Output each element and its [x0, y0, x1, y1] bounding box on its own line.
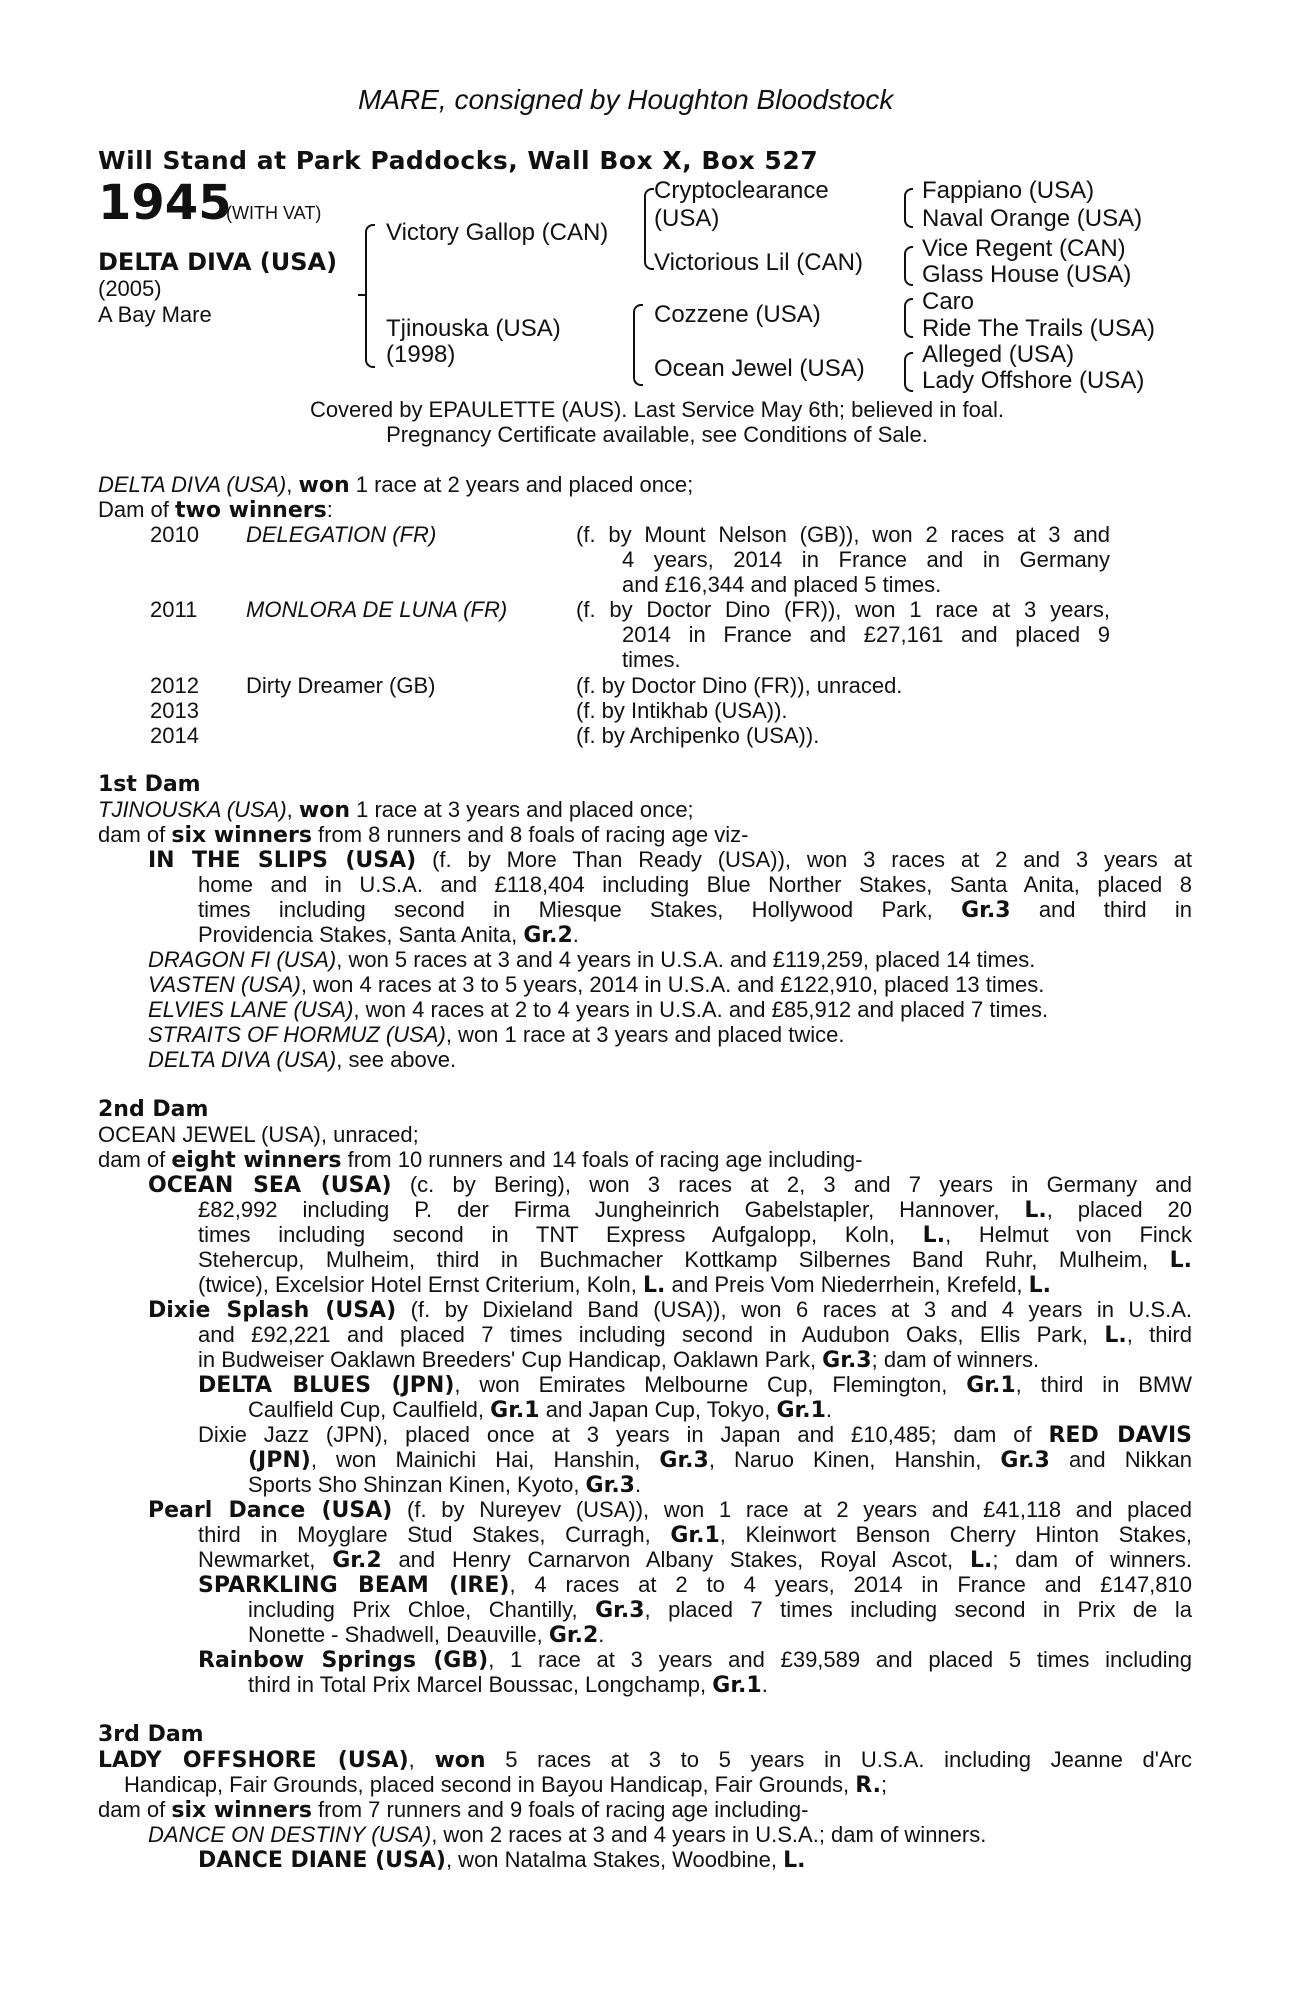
pedigree-dam-year: (1998)	[386, 341, 456, 368]
dixie-splash-entry: and £92,221 and placed 7 times including second in Audubon Oaks, Ellis Park, L., third	[198, 1322, 1192, 1347]
pedigree-sdd: Glass House (USA)	[922, 261, 1132, 288]
sparkling-beam-entry: including Prix Chloe, Chantilly, Gr.3, placed 7 times including second in Prix de la	[248, 1597, 1192, 1622]
dance-on-destiny-entry: DANCE ON DESTINY (USA), won 2 races at 3 and 4 years in U.S.A.; dam of winners.	[148, 1822, 987, 1847]
sibling-entry: ELVIES LANE (USA), won 4 races at 2 to 4 years in U.S.A. and £85,912 and placed 7 times.	[148, 997, 1049, 1022]
lot-caption: MARE, consigned by Houghton Bloodstock	[358, 84, 894, 115]
produce-year: 2012	[150, 673, 199, 698]
produce-year: 2011	[150, 597, 198, 622]
pedigree-brace-sd	[904, 246, 913, 286]
third-dam-line: dam of six winners from 7 runners and 9 foals of racing age including-	[98, 1797, 809, 1823]
pedigree-ddd: Lady Offshore (USA)	[922, 367, 1145, 394]
second-dam-line: dam of eight winners from 10 runners and 14 foals of racing age including-	[98, 1147, 863, 1173]
horse-year: (2005)	[98, 276, 162, 301]
dixie-jazz-entry: Dixie Jazz (JPN), placed once at 3 years in Japan and £10,485; dam of RED DAVIS	[198, 1422, 1192, 1447]
sibling-entry: DRAGON FI (USA), won 5 races at 3 and 4 years in U.S.A. and £119,259, placed 14 times.	[148, 947, 1036, 972]
in-the-slips-entry: home and in U.S.A. and £118,404 including Blue Norther Stakes, Santa Anita, placed 8	[198, 872, 1192, 897]
pedigree-dam: Tjinouska (USA)	[386, 315, 561, 342]
produce-detail: 2014 in France and £27,161 and placed 9	[622, 622, 1110, 647]
first-dam-line: TJINOUSKA (USA), won 1 race at 3 years and placed once;	[98, 797, 694, 823]
pedigree-sds: Vice Regent (CAN)	[922, 235, 1126, 262]
covered-note: Covered by EPAULETTE (AUS). Last Service May 6th; believed in foal.	[309, 397, 1005, 422]
in-the-slips-entry: IN THE SLIPS (USA) (f. by More Than Ready (USA)), won 3 races at 2 and 3 years at	[148, 847, 1192, 872]
pedigree-dds: Alleged (USA)	[922, 341, 1075, 368]
dixie-jazz-entry: (JPN), won Mainichi Hai, Hanshin, Gr.3, Naruo Kinen, Hanshin, Gr.3 and Nikkan	[248, 1447, 1192, 1472]
in-the-slips-entry: Providencia Stakes, Santa Anita, Gr.2.	[198, 922, 579, 948]
produce-detail: (f. by Doctor Dino (FR)), won 1 race at 3 years,	[576, 597, 1110, 622]
lot-number: 1945	[98, 175, 232, 231]
pedigree-ss-country: (USA)	[654, 205, 720, 232]
dixie-jazz-entry: Sports Sho Shinzan Kinen, Kyoto, Gr.3.	[248, 1472, 642, 1498]
pedigree-ss: Cryptoclearance	[654, 177, 829, 204]
dixie-splash-entry: Dixie Splash (USA) (f. by Dixieland Band (USA)), won 6 races at 3 and 4 years in U.S.A.	[148, 1297, 1192, 1322]
produce-detail: (f. by Doctor Dino (FR)), unraced.	[576, 673, 903, 698]
third-dam-heading: 3rd Dam	[98, 1722, 204, 1747]
pedigree-ds: Cozzene (USA)	[654, 301, 821, 328]
vat-note: (WITH VAT)	[226, 203, 322, 223]
dam-of-line: Dam of two winners:	[98, 497, 333, 523]
ocean-sea-entry: (twice), Excelsior Hotel Ernst Criterium, Koln, L. and Preis Vom Niederrhein, Krefeld, L.	[198, 1272, 1051, 1298]
horse-name: DELTA DIVA (USA)	[98, 248, 338, 276]
produce-name: Dirty Dreamer (GB)	[246, 673, 436, 698]
pedigree-brace-dd	[904, 352, 913, 392]
sibling-entry: STRAITS OF HORMUZ (USA), won 1 race at 3 years and placed twice.	[148, 1022, 845, 1047]
pedigree-sss: Fappiano (USA)	[922, 177, 1095, 204]
ocean-sea-entry: Stehercup, Mulheim, third in Buchmacher Kottkamp Silbernes Band Ruhr, Mulheim, L.	[198, 1247, 1192, 1272]
produce-name: DELEGATION (FR)	[246, 522, 437, 547]
produce-year: 2014	[150, 723, 199, 748]
third-dam-line: LADY OFFSHORE (USA), won 5 races at 3 to 5 years in U.S.A. including Jeanne d'Arc	[98, 1747, 1192, 1772]
sibling-entry: DELTA DIVA (USA), see above.	[148, 1047, 457, 1072]
pedigree-brace-dam	[633, 304, 643, 386]
produce-detail: and £16,344 and placed 5 times.	[622, 572, 942, 597]
sibling-entry: VASTEN (USA), won 4 races at 3 to 5 years, 2014 in U.S.A. and £122,910, placed 13 times.	[148, 972, 1045, 997]
pedigree-sd: Victorious Lil (CAN)	[654, 249, 863, 276]
sparkling-beam-entry: Nonette - Shadwell, Deauville, Gr.2.	[248, 1622, 605, 1648]
produce-name: MONLORA DE LUNA (FR)	[246, 597, 508, 622]
first-dam-heading: 1st Dam	[98, 772, 201, 797]
pregnancy-note: Pregnancy Certificate available, see Conditions of Sale.	[386, 422, 928, 447]
pedigree-sire: Victory Gallop (CAN)	[386, 219, 609, 246]
pedigree-dd: Ocean Jewel (USA)	[654, 355, 865, 382]
dance-diane-entry: DANCE DIANE (USA), won Natalma Stakes, Woodbine, L.	[198, 1847, 806, 1873]
pedigree-brace-ss	[904, 188, 913, 228]
produce-detail: (f. by Archipenko (USA)).	[576, 723, 820, 748]
second-dam-line: OCEAN JEWEL (USA), unraced;	[98, 1122, 419, 1147]
stand-location: Will Stand at Park Paddocks, Wall Box X, Box 527	[98, 146, 819, 175]
produce-year: 2013	[150, 698, 199, 723]
sparkling-beam-entry: SPARKLING BEAM (IRE), 4 races at 2 to 4 years, 2014 in France and £147,810	[198, 1572, 1192, 1597]
pearl-dance-entry: Newmarket, Gr.2 and Henry Carnarvon Albany Stakes, Royal Ascot, L.; dam of winners.	[198, 1547, 1192, 1572]
in-the-slips-entry: times including second in Miesque Stakes, Hollywood Park, Gr.3 and third in	[198, 897, 1192, 922]
produce-detail: 4 years, 2014 in France and in Germany	[622, 547, 1110, 572]
pedigree-ssd: Naval Orange (USA)	[922, 205, 1143, 232]
produce-detail: (f. by Intikhab (USA)).	[576, 698, 788, 723]
dixie-splash-entry: in Budweiser Oaklawn Breeders' Cup Handicap, Oaklawn Park, Gr.3; dam of winners.	[198, 1347, 1040, 1373]
produce-year: 2010	[150, 522, 199, 547]
pedigree-brace-ds	[904, 298, 913, 338]
pedigree-dss: Caro	[922, 288, 975, 315]
rainbow-springs-entry: third in Total Prix Marcel Boussac, Longchamp, Gr.1.	[248, 1672, 768, 1698]
first-dam-line: dam of six winners from 8 runners and 8 foals of racing age viz-	[98, 822, 749, 848]
pearl-dance-entry: Pearl Dance (USA) (f. by Nureyev (USA)), won 1 race at 2 years and £41,118 and placed	[148, 1497, 1192, 1522]
delta-blues-entry: DELTA BLUES (JPN), won Emirates Melbourne Cup, Flemington, Gr.1, third in BMW	[198, 1372, 1192, 1397]
ocean-sea-entry: times including second in TNT Express Aufgalopp, Koln, L., Helmut von Finck	[198, 1222, 1192, 1247]
pedigree-dsd: Ride The Trails (USA)	[922, 315, 1155, 342]
produce-detail: times.	[622, 647, 681, 672]
intro-line: DELTA DIVA (USA), won 1 race at 2 years and placed once;	[98, 472, 694, 498]
ocean-sea-entry: £82,992 including P. der Firma Jungheinrich Gabelstapler, Hannover, L., placed 20	[198, 1197, 1192, 1222]
pedigree-brace-sire	[644, 188, 654, 270]
second-dam-heading: 2nd Dam	[98, 1097, 209, 1122]
ocean-sea-entry: OCEAN SEA (USA) (c. by Bering), won 3 races at 2, 3 and 7 years in Germany and	[148, 1172, 1192, 1197]
horse-description: A Bay Mare	[98, 302, 212, 327]
third-dam-line: Handicap, Fair Grounds, placed second in Bayou Handicap, Fair Grounds, R.;	[124, 1772, 888, 1798]
produce-detail: (f. by Mount Nelson (GB)), won 2 races at 3 and	[576, 522, 1110, 547]
delta-blues-entry: Caulfield Cup, Caulfield, Gr.1 and Japan Cup, Tokyo, Gr.1.	[248, 1397, 833, 1423]
pearl-dance-entry: third in Moyglare Stud Stakes, Curragh, Gr.1, Kleinwort Benson Cherry Hinton Stakes,	[198, 1522, 1192, 1547]
pedigree-brace-tip	[358, 294, 366, 296]
pedigree-brace-main	[365, 224, 375, 368]
rainbow-springs-entry: Rainbow Springs (GB), 1 race at 3 years and £39,589 and placed 5 times including	[198, 1647, 1192, 1672]
